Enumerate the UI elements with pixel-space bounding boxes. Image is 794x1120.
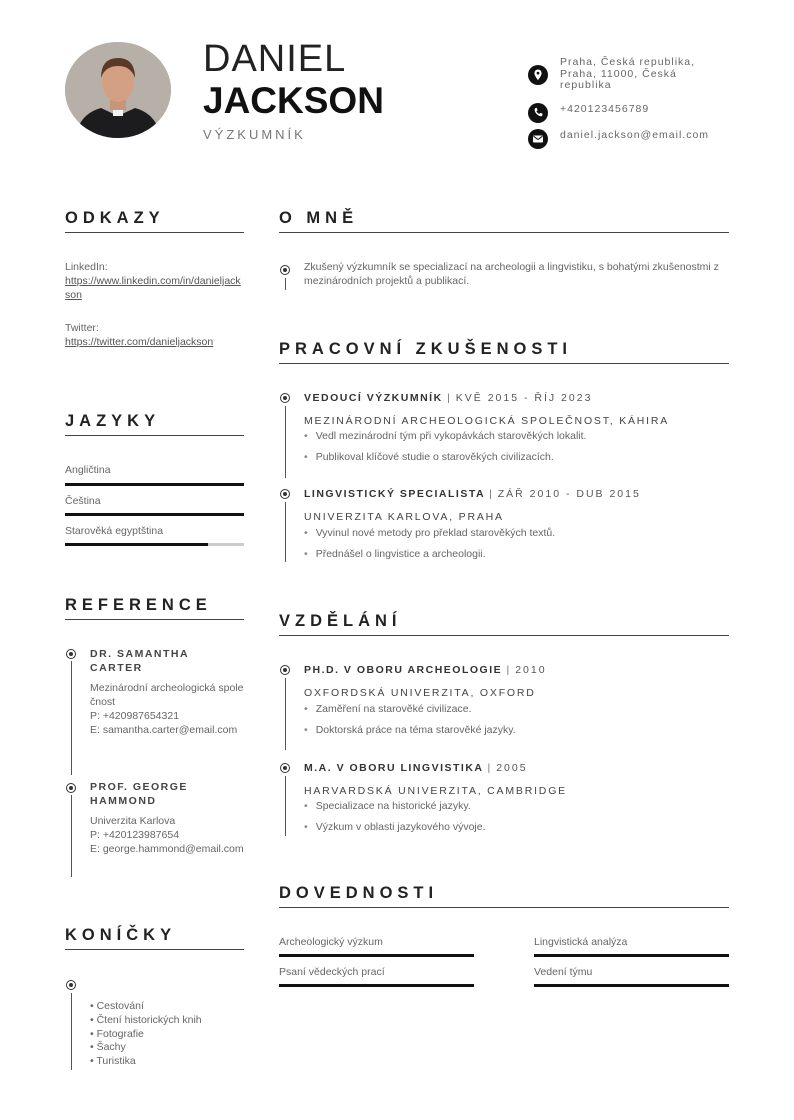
education-degree: PH.D. V OBORU ARCHEOLOGIE	[304, 664, 503, 676]
link-linkedin	[65, 260, 241, 302]
job-organization: UNIVERZITA KARLOVA, PRAHA	[304, 511, 504, 523]
last-name: JACKSON	[203, 80, 384, 121]
contact-phone	[528, 103, 728, 123]
language-name: Angličtina	[65, 464, 111, 476]
skill-level-bar	[534, 954, 729, 957]
timeline-line	[285, 406, 286, 478]
language-name: Čeština	[65, 495, 101, 507]
link-twitter	[65, 321, 241, 349]
education-bullet: • Výzkum v oblasti jazykového vývoje.	[304, 821, 486, 833]
about-heading: O MNĚ	[279, 209, 359, 227]
job-bullet: • Publikoval klíčové studie o starověkých civilizacích.	[304, 451, 554, 463]
language-level-bar	[65, 483, 244, 486]
separator: |	[447, 392, 452, 404]
hobby-item: • Cestování	[90, 1000, 202, 1014]
education-institution: HARVARDSKÁ UNIVERZITA, CAMBRIDGE	[304, 785, 567, 797]
timeline-line	[71, 661, 72, 775]
timeline-line	[285, 678, 286, 750]
job-title-line	[304, 488, 641, 500]
education-year: 2010	[515, 664, 547, 676]
language-name: Starověká egyptština	[65, 525, 164, 537]
job-organization: MEZINÁRODNÍ ARCHEOLOGICKÁ SPOLEČNOST, KÁHIRA	[304, 415, 670, 427]
links-divider	[65, 232, 244, 233]
skill-level-fill	[534, 984, 729, 987]
skill-level-bar	[279, 984, 474, 987]
phone-icon	[528, 103, 548, 123]
about-divider	[279, 232, 729, 233]
job-dates: KVĚ 2015 - ŘÍJ 2023	[455, 392, 593, 404]
hobbies-list	[90, 1000, 202, 1069]
contact-phone-text: +420123456789	[560, 103, 650, 115]
timeline-dot	[66, 649, 76, 659]
timeline-line	[285, 776, 286, 836]
skill-name: Psaní vědeckých prací	[279, 966, 385, 978]
timeline-line	[285, 502, 286, 562]
hobbies-heading: KONÍČKY	[65, 926, 177, 944]
timeline-dot	[66, 980, 76, 990]
job-title: VÝZKUMNÍK	[203, 127, 306, 142]
education-bullet: • Doktorská práce na téma starověké jazyky.	[304, 724, 516, 736]
timeline-dot	[280, 393, 290, 403]
timeline-line	[71, 993, 72, 1070]
skill-level-fill	[279, 984, 474, 987]
hobby-item: • Šachy	[90, 1041, 202, 1055]
education-bullet: • Specializace na historické jazyky.	[304, 800, 471, 812]
job-bullet: • Vedl mezinárodní tým při vykopávkách starověkých lokalit.	[304, 430, 586, 442]
hobbies-divider	[65, 949, 244, 950]
skill-level-bar	[279, 954, 474, 957]
contact-address-text: Praha, Česká republika, Praha, 11000, Česká republika	[560, 56, 696, 91]
reference-phone: P: +420987654321	[90, 710, 180, 722]
reference-org: Mezinárodní archeologická společnost	[90, 682, 244, 708]
reference-entry	[90, 647, 244, 737]
skill-level-bar	[534, 984, 729, 987]
skill-name: Lingvistická analýza	[534, 936, 628, 948]
language-level-bar	[65, 513, 244, 516]
envelope-icon	[528, 129, 548, 149]
languages-divider	[65, 435, 244, 436]
references-divider	[65, 619, 244, 620]
timeline-dot	[280, 489, 290, 499]
hobby-item: • Fotografie	[90, 1028, 202, 1042]
separator: |	[506, 664, 511, 676]
timeline-line	[71, 795, 72, 877]
contact-address	[528, 57, 728, 93]
skill-name: Archeologický výzkum	[279, 936, 383, 948]
skill-name: Vedení týmu	[534, 966, 593, 978]
job-role: VEDOUCÍ VÝZKUMNÍK	[304, 392, 443, 404]
reference-name: PROF. GEORGE HAMMOND	[90, 781, 188, 807]
reference-name: DR. SAMANTHA CARTER	[90, 648, 189, 674]
link-label: LinkedIn:	[65, 261, 108, 273]
education-institution: OXFORDSKÁ UNIVERZITA, OXFORD	[304, 687, 536, 699]
education-title-line	[304, 762, 528, 774]
job-role: LINGVISTICKÝ SPECIALISTA	[304, 488, 485, 500]
education-divider	[279, 635, 729, 636]
profile-photo	[65, 42, 171, 138]
timeline-line	[285, 278, 286, 290]
education-year: 2005	[496, 762, 528, 774]
language-level-fill	[65, 513, 244, 516]
separator: |	[489, 488, 494, 500]
separator: |	[487, 762, 492, 774]
linkedin-url[interactable]: https://www.linkedin.com/in/danieljackson	[65, 275, 241, 301]
skill-level-fill	[279, 954, 474, 957]
references-heading: REFERENCE	[65, 596, 212, 614]
contact-email-text: daniel.jackson@email.com	[560, 129, 710, 141]
language-level-fill	[65, 543, 208, 546]
hobby-item: • Čtení historických knih	[90, 1014, 202, 1028]
job-bullet: • Vyvinul nové metody pro překlad starověkých textů.	[304, 527, 555, 539]
reference-email: E: george.hammond@email.com	[90, 843, 244, 855]
skills-heading: DOVEDNOSTI	[279, 884, 439, 902]
timeline-dot	[280, 763, 290, 773]
hobby-item: • Turistika	[90, 1055, 202, 1069]
location-pin-icon	[528, 65, 548, 85]
link-label: Twitter:	[65, 322, 99, 334]
experience-heading: PRACOVNÍ ZKUŠENOSTI	[279, 340, 573, 358]
contact-email	[528, 129, 728, 149]
reference-phone: P: +420123987654	[90, 829, 180, 841]
links-heading: ODKAZY	[65, 209, 165, 227]
job-bullet: • Přednášel o lingvistice a archeologii.	[304, 548, 486, 560]
timeline-dot	[280, 265, 290, 275]
first-name: DANIEL	[203, 38, 347, 80]
reference-email: E: samantha.carter@email.com	[90, 724, 238, 736]
job-title-line	[304, 392, 592, 404]
timeline-dot	[66, 783, 76, 793]
experience-divider	[279, 363, 729, 364]
reference-org: Univerzita Karlova	[90, 815, 176, 827]
reference-entry	[90, 780, 244, 856]
about-text: Zkušený výzkumník se specializací na archeologii a lingvistiku, s bohatými zkušenostmi z mezinárodních projektů a publikací.	[304, 261, 719, 287]
timeline-dot	[280, 665, 290, 675]
education-degree: M.A. V OBORU LINGVISTIKA	[304, 762, 484, 774]
twitter-url[interactable]: https://twitter.com/danieljackson	[65, 336, 214, 348]
skill-level-fill	[534, 954, 729, 957]
language-level-bar	[65, 543, 244, 546]
job-dates: ZÁŘ 2010 - DUB 2015	[497, 488, 641, 500]
languages-heading: JAZYKY	[65, 412, 161, 430]
education-title-line	[304, 664, 547, 676]
language-level-fill	[65, 483, 244, 486]
education-heading: VZDĚLÁNÍ	[279, 612, 402, 630]
skills-divider	[279, 907, 729, 908]
education-bullet: • Zaměření na starověké civilizace.	[304, 703, 472, 715]
